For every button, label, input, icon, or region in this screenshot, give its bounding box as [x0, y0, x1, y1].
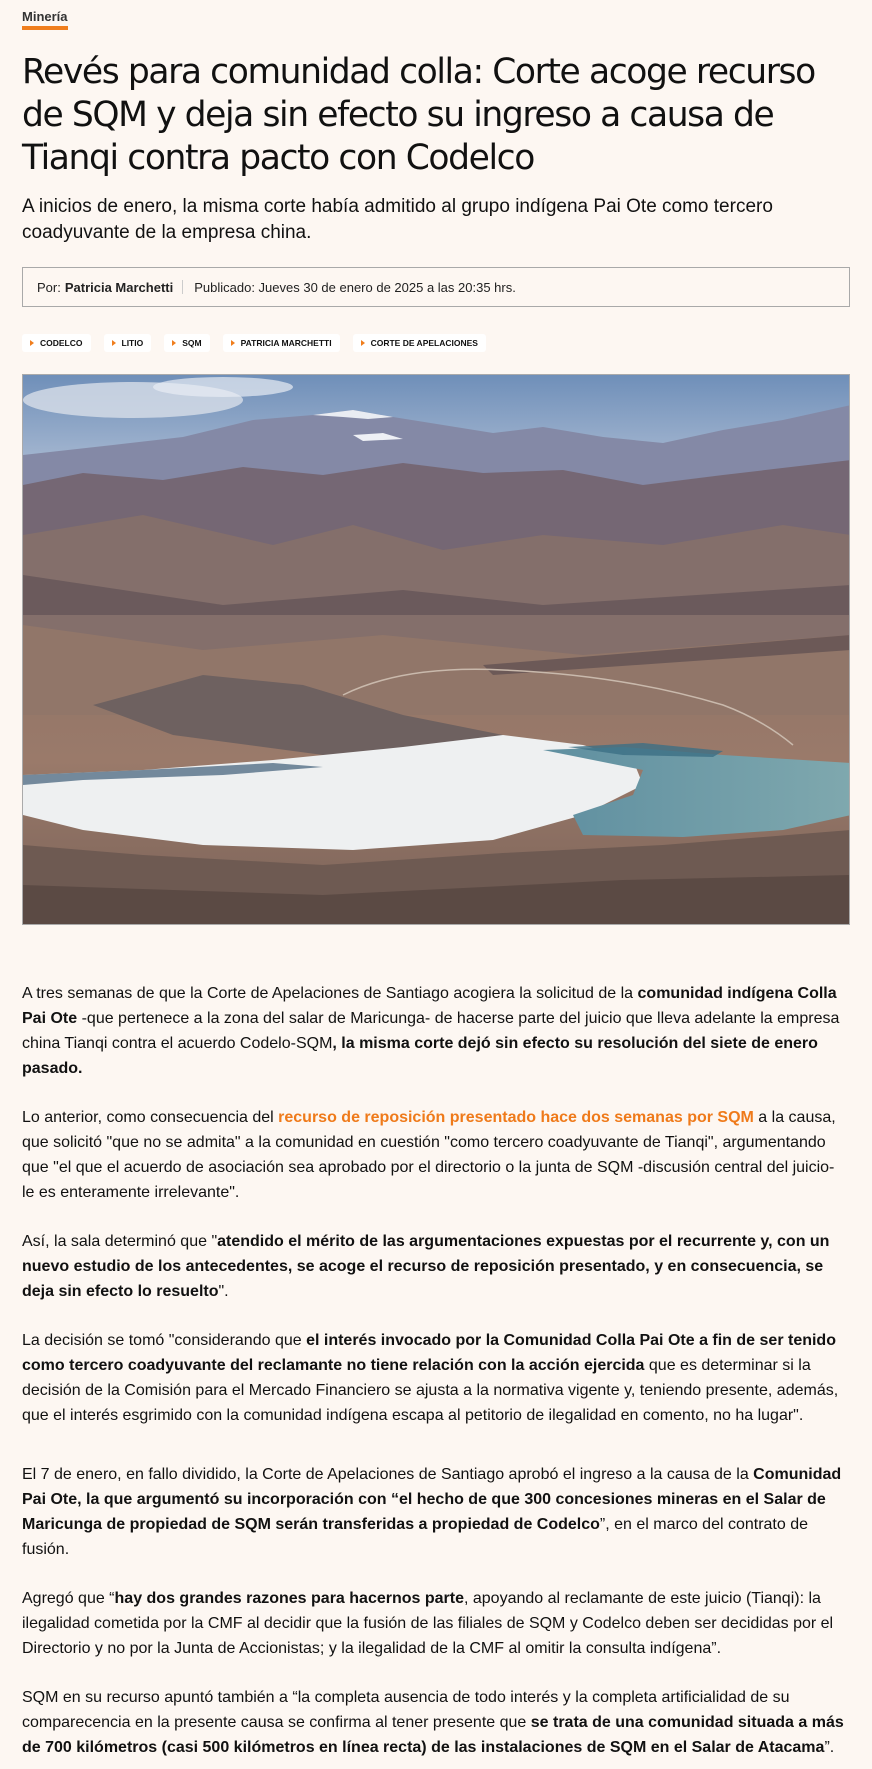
- tag-codelco[interactable]: CODELCO: [22, 334, 91, 352]
- tag-arrow-icon: [231, 340, 235, 346]
- hero-image: [22, 374, 850, 925]
- tag-list: [22, 334, 850, 352]
- tag-arrow-icon: [30, 340, 34, 346]
- paragraph-6: Agregó que “hay dos grandes razones para hacernos parte, apoyando al reclamante de este juicio (Tianqi): la ilegalidad cometida por la CMF al decidir que la fusión de las filiales de SQM y Codelco deben ser decididas por el Directorio y no por la Junta de Accionistas; y la ilegalidad de la CMF al omitir la consulta indígena”.: [22, 1590, 834, 1657]
- paragraph-3: Así, la sala determinó que "atendido el mérito de las argumentaciones expuestas por el recurrente y, con un nuevo estudio de los antecedentes, se acoge el recurso de reposición presentado, y en consecuencia, se deja sin efecto lo resuelto".: [22, 1233, 830, 1300]
- tag-arrow-icon: [172, 340, 176, 346]
- paragraph-5: El 7 de enero, en fallo dividido, la Corte de Apelaciones de Santiago aprobó el ingreso a la causa de la Comunidad Pai Ote, la que argumentó su incorporación con “el hecho de que 300 concesiones mineras en el Salar de Maricunga de propiedad de SQM serán transferidas a propiedad de Codelco”, en el marco del contrato de fusión.: [22, 1466, 842, 1558]
- paragraph-7: SQM en su recurso apuntó también a “la completa ausencia de todo interés y la completa artificialidad de su comparecencia en la presente causa se confirma al tener presente que se trata de una comunidad situada a más de 700 kilómetros (casi 500 kilómetros en línea recta) de las instalaciones de SQM en el Salar de Atacama”.: [22, 1689, 844, 1756]
- author-name[interactable]: Patricia Marchetti: [64, 279, 174, 295]
- tag-litio[interactable]: LITIO: [104, 334, 152, 352]
- article-body: [22, 981, 850, 1760]
- paragraph-4: La decisión se tomó "considerando que el interés invocado por la Comunidad Colla Pai Ote a fin de ser tenido como tercero coadyuvante del reclamante no tiene relación con la acción ejercida que es determinar si la decisión de la Comisión para el Mercado Financiero se ajusta a la normativa vigente y, teniendo presente, además, que el interés esgrimido con la comunidad indígena escapa al petitorio de ilegalidad en comento, no ha lugar".: [22, 1332, 839, 1424]
- tag-arrow-icon: [361, 340, 365, 346]
- byline-box: [22, 267, 850, 307]
- byline-divider: [182, 280, 183, 294]
- paragraph-2: Lo anterior, como consecuencia del recurso de reposición presentado hace dos semanas por SQM a la causa, que solicitó "que no se admita" a la comunidad en cuestión "como tercero coadyuvante de Tianqi", argumentando que "el que el acuerdo de asociación sea aprobado por el directorio o la junta de SQM -discusión central del juicio- le es enteramente irrelevante".: [22, 1109, 836, 1201]
- section-label[interactable]: Minería: [22, 9, 68, 30]
- paragraph-1: A tres semanas de que la Corte de Apelaciones de Santiago acogiera la solicitud de la comunidad indígena Colla Pai Ote -que pertenece a la zona del salar de Maricunga- de hacerse parte del juicio que lleva adelante la empresa china Tianqi contra el acuerdo Codelo-SQM, la misma corte dejó sin efecto su resolución del siete de enero pasado.: [22, 985, 840, 1077]
- publish-date: Publicado: Jueves 30 de enero de 2025 a las 20:35 hrs.: [194, 279, 516, 295]
- tag-patricia-marchetti[interactable]: PATRICIA MARCHETTI: [223, 334, 340, 352]
- author-prefix: Por:: [37, 279, 61, 295]
- sqm-appeal-link[interactable]: recurso de reposición presentado hace dos semanas por SQM: [278, 1109, 754, 1126]
- tag-corte-de-apelaciones[interactable]: CORTE DE APELACIONES: [353, 334, 486, 352]
- salt-flat-landscape-image: [23, 375, 850, 925]
- article-subtitle: A inicios de enero, la misma corte había admitido al grupo indígena Pai Ote como tercero coadyuvante de la empresa china.: [22, 196, 773, 243]
- tag-sqm[interactable]: SQM: [164, 334, 209, 352]
- article-headline: Revés para comunidad colla: Corte acoge recurso de SQM y deja sin efecto su ingreso a causa de Tianqi contra pacto con Codelco: [22, 52, 815, 178]
- tag-arrow-icon: [112, 340, 116, 346]
